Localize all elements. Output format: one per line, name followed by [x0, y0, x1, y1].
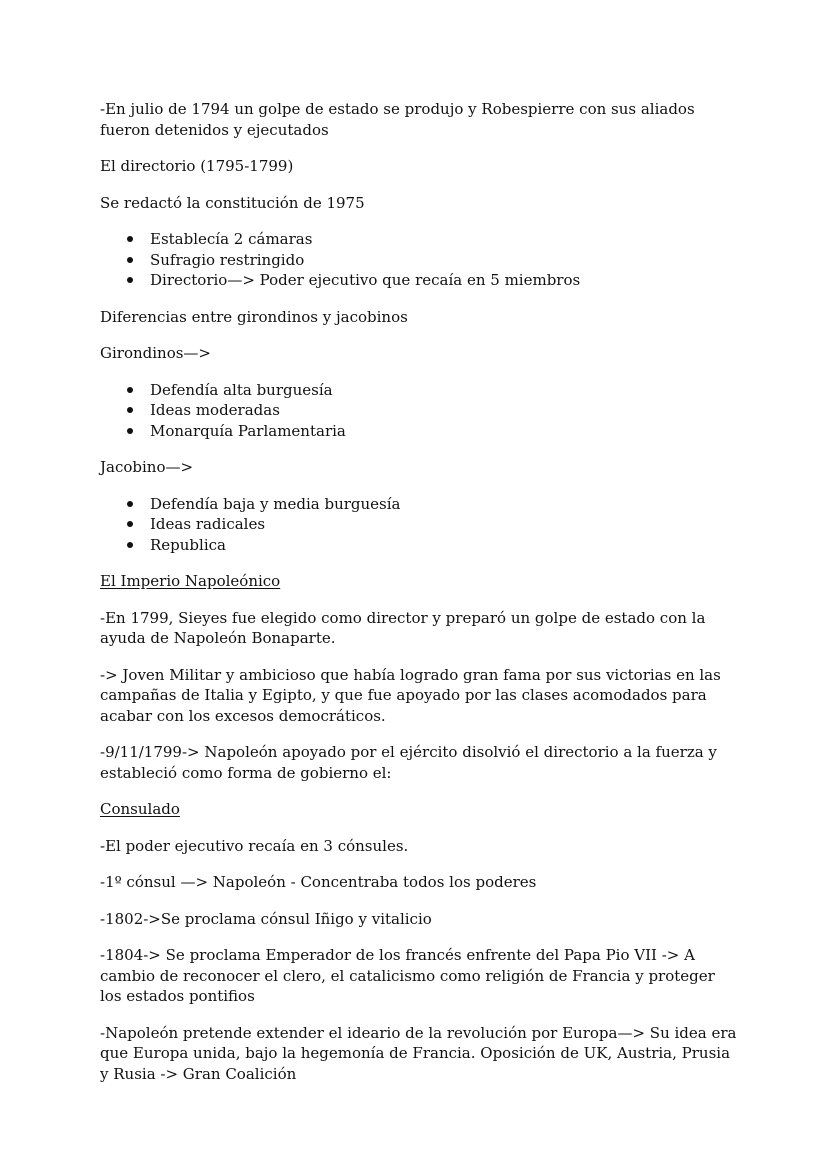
list-item: Ideas moderadas [100, 400, 740, 421]
girondinos-label: Girondinos—> [100, 344, 211, 362]
list-item: Republica [100, 535, 740, 556]
paragraph-joven-militar: -> Joven Militar y ambicioso que había logrado gran fama por sus victorias en las campañas de Italia y Egipto, y que fue apoyado por las clases acomodados para acabar con los excesos democráticos. [100, 665, 721, 725]
paragraph-1802: -1802->Se proclama cónsul Iñigo y vitalicio [100, 909, 432, 928]
paragraph-poder-ejecutivo: -El poder ejecutivo recaía en 3 cónsules. [100, 836, 409, 855]
list-item: Defendía baja y media burguesía [100, 494, 740, 515]
list-item: Ideas radicales [100, 514, 740, 535]
paragraph-europa: -Napoleón pretende extender el ideario de la revolución por Europa—> Su idea era que Europa unida, bajo la hegemonía de Francia. Oposición de UK, Austria, Prusia y Rusia -> Gran Coalición [100, 1023, 737, 1083]
constitucion-list [100, 229, 740, 291]
paragraph-primer-consul: -1º cónsul —> Napoleón - Concentraba todos los poderes [100, 873, 537, 891]
list-item: Monarquía Parlamentaria [100, 421, 740, 442]
paragraph-robespierre: -En julio de 1794 un golpe de estado se produjo y Robespierre con sus aliados fueron detenidos y ejecutados [100, 100, 695, 139]
list-item: Sufragio restringido [100, 250, 740, 271]
girondinos-list [100, 380, 740, 442]
diferencias-paragraph: Diferencias entre girondinos y jacobinos [100, 307, 408, 326]
jacobino-label: Jacobino—> [100, 458, 194, 476]
list-item: Directorio—> Poder ejecutivo que recaía en 5 miembros [100, 270, 740, 291]
jacobino-list [100, 494, 740, 556]
document-page [100, 99, 740, 1100]
paragraph-1804: -1804-> Se proclama Emperador de los francés enfrente del Papa Pio VII -> A cambio de reconocer el clero, el catalicismo como religión de Francia y proteger los estados pontifios [100, 946, 715, 1005]
constitucion-paragraph: Se redactó la constitución de 1975 [100, 193, 365, 212]
paragraph-9-11-1799: -9/11/1799-> Napoleón apoyado por el ejército disolvió el directorio a la fuerza y estableció como forma de gobierno el: [100, 743, 717, 782]
list-item: Defendía alta burguesía [100, 380, 740, 401]
consulado-heading: Consulado [100, 800, 180, 818]
paragraph-1799: -En 1799, Sieyes fue elegido como director y preparó un golpe de estado con la ayuda de Napoleón Bonaparte. [100, 608, 706, 647]
list-item: Establecía 2 cámaras [100, 229, 740, 250]
imperio-heading: El Imperio Napoleónico [100, 572, 281, 590]
directorio-heading: El directorio (1795-1799) [100, 157, 294, 175]
